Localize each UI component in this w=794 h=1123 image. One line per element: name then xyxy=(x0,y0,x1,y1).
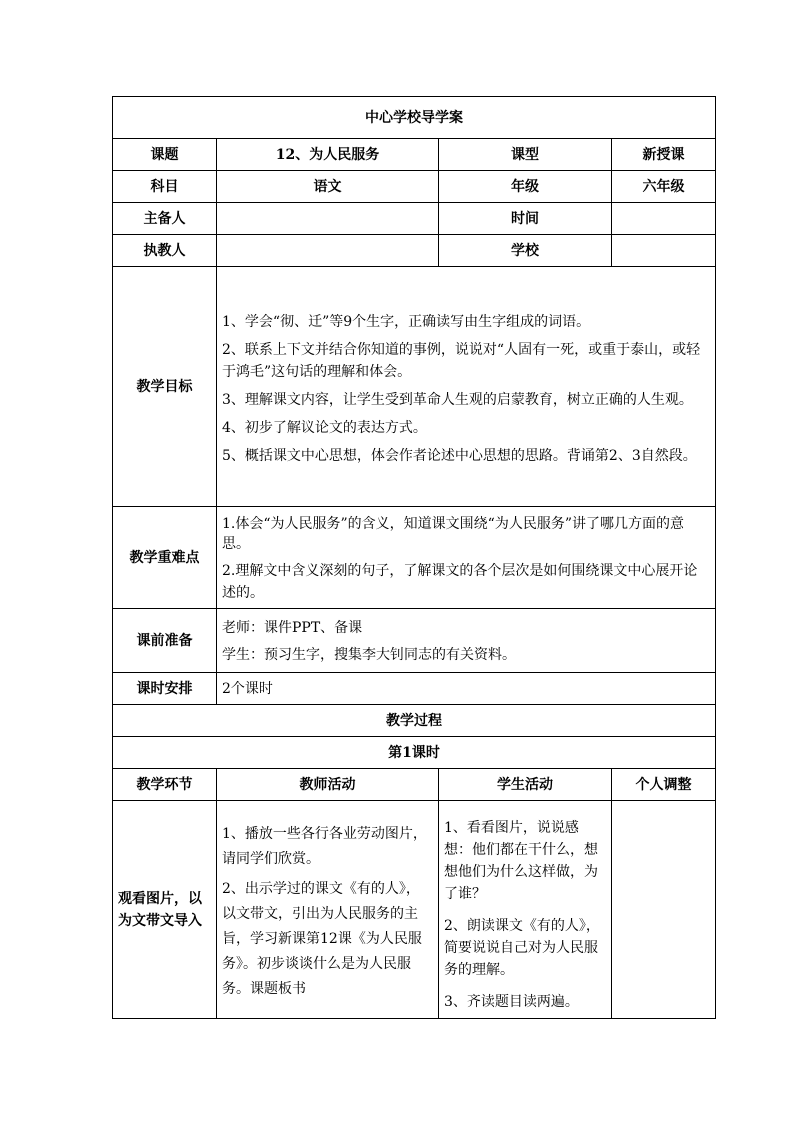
goals-label: 教学目标 xyxy=(113,267,217,507)
student-step: 2、朗读课文《有的人》，简要说说自己对为人民服务的理解。 xyxy=(444,917,600,978)
subject-label: 科目 xyxy=(113,171,217,203)
schedule-value: 2个课时 xyxy=(217,673,716,705)
lesson-title: 第1课时 xyxy=(113,737,716,769)
key-points-content xyxy=(217,507,716,609)
schedule-label: 课时安排 xyxy=(113,673,217,705)
teacher-activity-cell xyxy=(217,801,439,1019)
preparation-item: 学生：预习生字，搜集李大钊同志的有关资料。 xyxy=(222,647,516,663)
goal-item: 3、理解课文内容，让学生受到革命人生观的启蒙教育，树立正确的人生观。 xyxy=(222,391,693,408)
teacher-value xyxy=(217,235,439,267)
topic-label: 课题 xyxy=(113,139,217,171)
student-step: 1、看看图片，说说感想：他们都在干什么，想想他们为什么这样做，为了谁？ xyxy=(444,819,598,902)
student-activity-cell xyxy=(439,801,612,1019)
goals-row xyxy=(113,267,716,507)
goal-item: 4、初步了解议论文的表达方式。 xyxy=(222,419,427,436)
info-row-subject xyxy=(113,171,716,203)
preparation-row xyxy=(113,609,716,673)
key-point-item: 2.理解文中含义深刻的句子，了解课文的各个层次是如何围绕课文中心展开论述的。 xyxy=(222,563,698,601)
preparer-label: 主备人 xyxy=(113,203,217,235)
teacher-label: 执教人 xyxy=(113,235,217,267)
stage-cell: 观看图片，以为文带文导入 xyxy=(113,801,217,1019)
preparation-label: 课前准备 xyxy=(113,609,217,673)
preparer-value xyxy=(217,203,439,235)
grade-label: 年级 xyxy=(439,171,612,203)
teacher-step: 2、出示学过的课文《有的人》，以文带文，引出为人民服务的主旨，学习新课第12课《为人民服务》。初步谈谈什么是为人民服务。课题板书 xyxy=(222,881,422,997)
preparation-content xyxy=(217,609,716,673)
type-label: 课型 xyxy=(439,139,612,171)
time-value xyxy=(612,203,716,235)
schedule-row xyxy=(113,673,716,705)
header-stage: 教学环节 xyxy=(113,769,217,801)
lesson-plan-table xyxy=(112,96,716,1019)
header-teacher-activity: 教师活动 xyxy=(217,769,439,801)
key-points-label: 教学重难点 xyxy=(113,507,217,609)
preparation-item: 老师：课件PPT、备课 xyxy=(222,620,363,636)
info-row-preparer xyxy=(113,203,716,235)
subject-value: 语文 xyxy=(217,171,439,203)
topic-value: 12、为人民服务 xyxy=(217,139,439,171)
lesson-row xyxy=(113,737,716,769)
school-value xyxy=(612,235,716,267)
key-point-item: 1.体会“为人民服务”的含义，知道课文围绕“为人民服务”讲了哪几方面的意思。 xyxy=(222,516,684,552)
goal-item: 2、联系上下文并结合你知道的事例，说说对“人固有一死，或重于泰山，或轻于鸿毛”这句话的理解和体会。 xyxy=(222,341,701,380)
type-value: 新授课 xyxy=(612,139,716,171)
goals-content xyxy=(217,267,716,507)
process-title-row xyxy=(113,705,716,737)
title-row xyxy=(113,97,716,139)
time-label: 时间 xyxy=(439,203,612,235)
process-title: 教学过程 xyxy=(113,705,716,737)
document-title: 中心学校导学案 xyxy=(113,97,716,139)
process-row xyxy=(113,801,716,1019)
info-row-topic xyxy=(113,139,716,171)
adjustment-cell xyxy=(612,801,716,1019)
teacher-step: 1、播放一些各行各业劳动图片，请同学们欣赏。 xyxy=(222,826,427,867)
header-adjustment: 个人调整 xyxy=(612,769,716,801)
goal-item: 1、学会“彻、迁”等9个生字，正确读写由生字组成的词语。 xyxy=(222,313,591,330)
info-row-teacher xyxy=(113,235,716,267)
student-step: 3、齐读题目读两遍。 xyxy=(444,993,579,1010)
header-student-activity: 学生活动 xyxy=(439,769,612,801)
grade-value: 六年级 xyxy=(612,171,716,203)
process-header-row xyxy=(113,769,716,801)
key-points-row xyxy=(113,507,716,609)
goal-item: 5、概括课文中心思想，体会作者论述中心思想的思路。背诵第2、3自然段。 xyxy=(222,447,697,464)
school-label: 学校 xyxy=(439,235,612,267)
